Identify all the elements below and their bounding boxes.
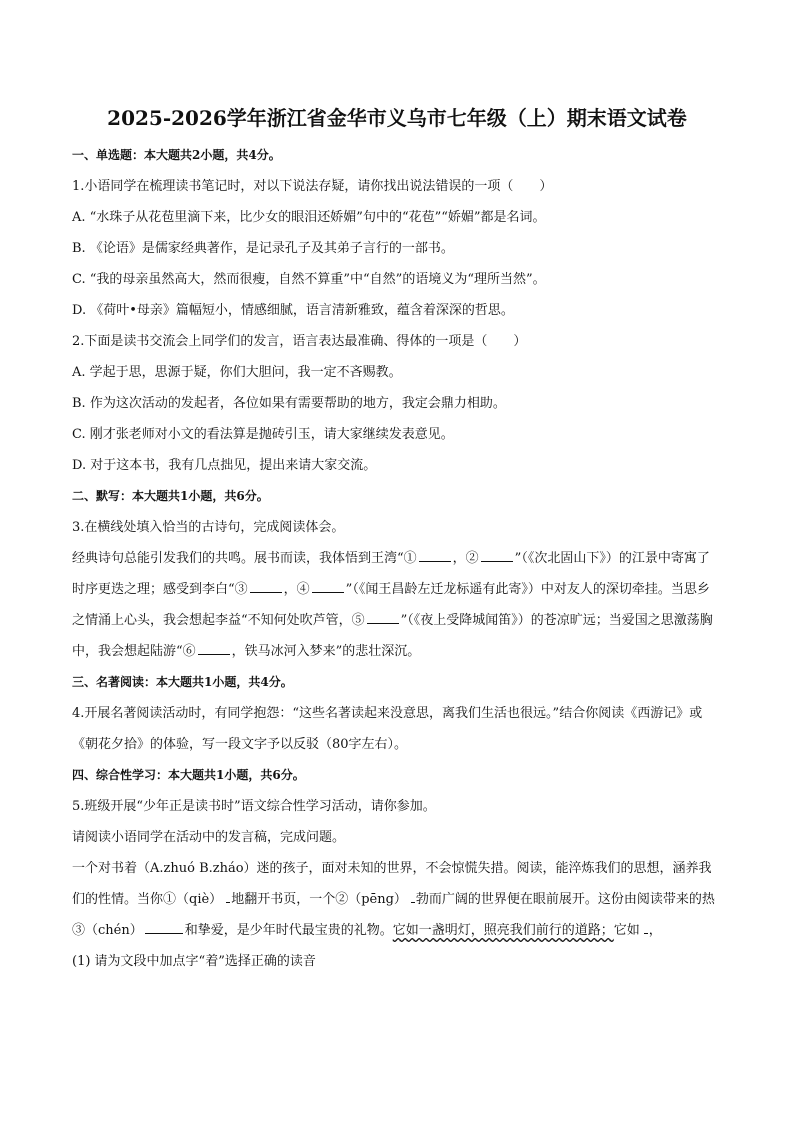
passage-text: 和挚爱，是少年时代最宝贵的礼物。 <box>184 923 393 938</box>
passage-text: 地翻开书页，一个②（pēng） <box>231 892 407 907</box>
section-heading: 二、默写：本大题共1小题，共6分。 <box>72 489 269 503</box>
answer-blank[interactable] <box>250 578 282 593</box>
passage-text: ”（《夜上受降城闻笛》）的苍凉旷远；当爱国之思激荡胸中，我会想起陆游“⑥ <box>72 613 713 659</box>
question-1-stem: 1.小语同学在梳理读书笔记时，对以下说法存疑，请你找出说法错误的一项（ ） <box>72 179 553 194</box>
answer-blank[interactable] <box>226 888 230 903</box>
question-4-stem: 4.开展名著阅读活动时，有同学抱怨：“这些名著读起来没意思，离我们生活也很远。”结合你阅读《西游记》或《朝花夕拾》的体验，写一段文字予以反驳（80字左右）。 <box>72 706 703 752</box>
answer-blank[interactable] <box>145 919 183 934</box>
wavy-underlined-sentence: 它如一盏明灯，照亮我们前行的道路； <box>392 923 614 938</box>
question-2-option-a: A. 学起于思，思源于疑，你们大胆问，我一定不吝赐教。 <box>72 365 402 380</box>
answer-blank[interactable] <box>644 919 648 934</box>
passage-text: ”（《闻王昌龄左迁龙标遥有此寄》）中对友人的深切牵挂。当思乡之情涌上心头，我会想起李益“不知何处吹芦管，⑤ <box>72 582 710 628</box>
question-1-option-b: B. 《论语》是儒家经典著作，是记录孔子及其弟子言行的一部书。 <box>72 241 454 256</box>
passage-text: ，④ <box>283 582 310 597</box>
answer-blank[interactable] <box>367 609 399 624</box>
passage-text: 经典诗句总能引发我们的共鸣。展书而读，我体悟到王湾“① <box>72 551 417 566</box>
question-2-option-b: B. 作为这次活动的发起者，各位如果有需要帮助的地方，我定会鼎力相助。 <box>72 396 506 411</box>
answer-blank[interactable] <box>411 888 415 903</box>
passage-text: ，② <box>452 551 479 566</box>
question-5-passage <box>72 853 722 946</box>
page-title: 2025-2026学年浙江省金华市义乌市七年级（上）期末语文试卷 <box>107 106 687 130</box>
section-heading: 四、综合性学习：本大题共1小题，共6分。 <box>72 768 305 782</box>
question-2-option-d: D. 对于这本书，我有几点拙见，提出来请大家交流。 <box>72 458 377 473</box>
question-5-sub-1: (1) 请为文段中加点字“着”选择正确的读音 <box>72 954 316 969</box>
passage-text: ，铁马冰河入梦来”的悲壮深沉。 <box>231 644 421 659</box>
question-2-option-c: C. 刚才张老师对小文的看法算是抛砖引玉，请大家继续发表意见。 <box>72 427 454 442</box>
question-5-intro: 请阅读小语同学在活动中的发言稿，完成问题。 <box>72 830 346 845</box>
answer-blank[interactable] <box>198 640 230 655</box>
section-classics-reading <box>72 667 722 760</box>
section-dictation <box>72 481 722 667</box>
question-1-option-c: C. “我的母亲虽然高大，然而很瘦，自然不算重”中“自然”的语境义为“理所当然”。 <box>72 272 546 287</box>
question-1-option-a: A. “水珠子从花苞里滴下来，比少女的眼泪还娇媚”句中的“花苞”“娇媚”都是名词。 <box>72 210 546 225</box>
question-5-stem: 5.班级开展“少年正是读书时”语文综合性学习活动，请你参加。 <box>72 799 436 814</box>
question-3-stem: 3.在横线处填入恰当的古诗句，完成阅读体会。 <box>72 520 345 535</box>
question-1-option-d: D. 《荷叶•母亲》篇幅短小，情感细腻，语言清新雅致，蕴含着深深的哲思。 <box>72 303 514 318</box>
passage-text: ， <box>648 923 662 938</box>
section-single-choice <box>72 140 722 481</box>
section-comprehensive-study <box>72 760 722 977</box>
answer-blank[interactable] <box>312 578 344 593</box>
passage-text: 勃而广阔的世界便在眼前展开。这份由阅读带来的热③（chén） <box>72 892 715 938</box>
question-2-stem: 2.下面是读书交流会上同学们的发言，语言表达最准确、得体的一项是（ ） <box>72 334 527 349</box>
answer-blank[interactable] <box>419 547 451 562</box>
section-heading: 一、单选题：本大题共2小题，共4分。 <box>72 148 281 162</box>
answer-blank[interactable] <box>481 547 513 562</box>
section-heading: 三、名著阅读：本大题共1小题，共4分。 <box>72 675 293 689</box>
passage-text: 一个对书着（A.zhuó B.zháo）迷的孩子，面对未知的世界，不会惊慌失措。阅读，能淬炼我们的思想，涵养我们的性情。当你①（qiè） <box>72 861 712 907</box>
question-3-passage <box>72 543 722 667</box>
passage-text: ”（《次北固山下》）的江景中寄寓了时序更迭之理；感受到李白“③ <box>72 551 710 597</box>
passage-text: 它如 <box>613 923 640 938</box>
